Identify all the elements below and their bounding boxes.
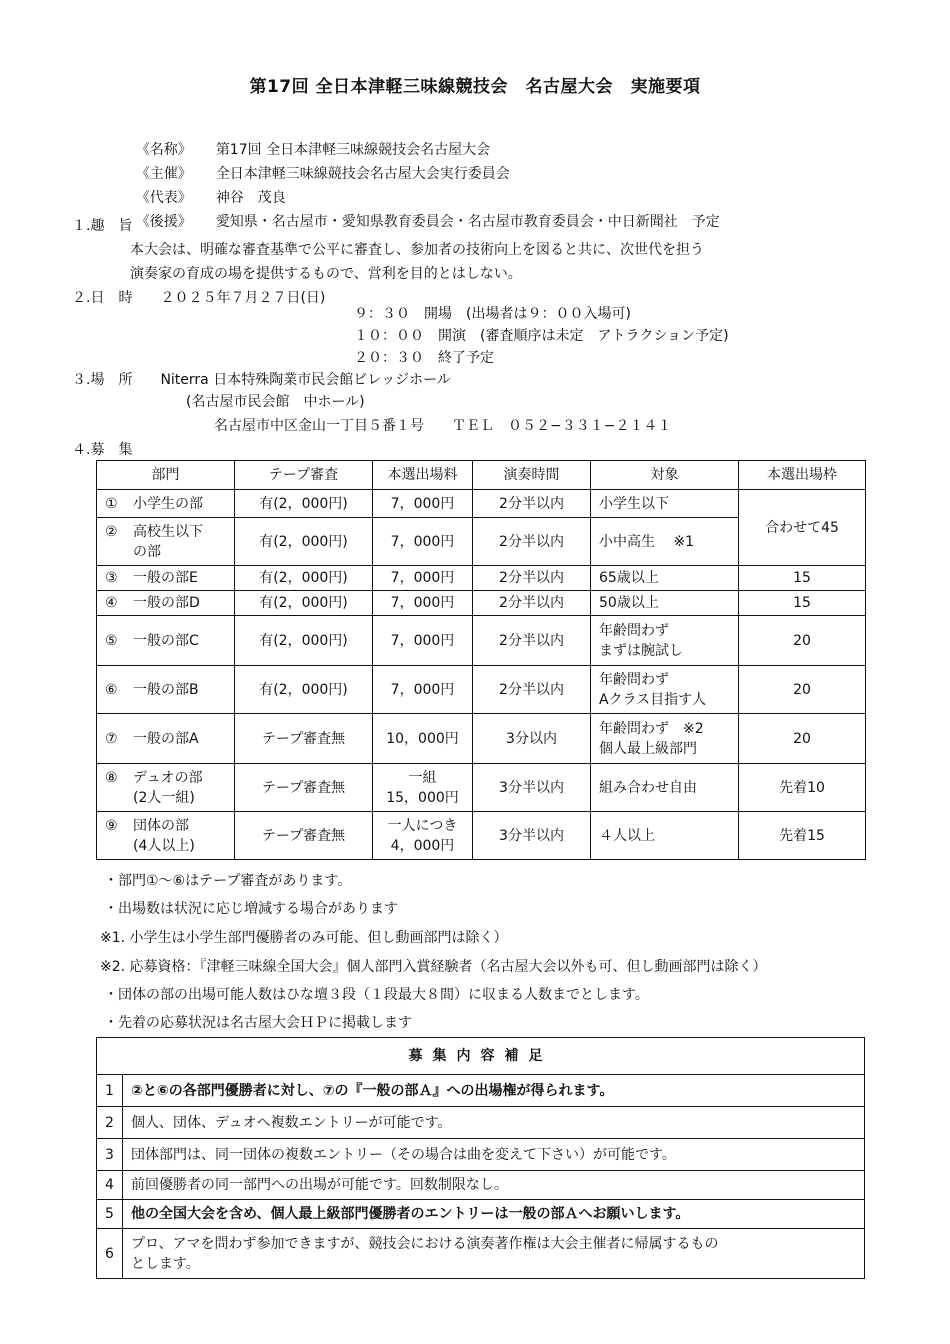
target-line-2: まずは腕試し <box>599 642 683 659</box>
section-name: 一般の部C <box>133 632 199 649</box>
target-line-1: 年齢問わず ※2 <box>599 720 704 737</box>
target-cell: 65歳以上 <box>591 566 739 591</box>
fee-cell <box>373 764 473 812</box>
supplement-number: 5 <box>97 1200 123 1229</box>
fee-cell: 7，000円 <box>373 518 473 566</box>
target-line-1: 年齢問わず <box>599 671 669 688</box>
section-number: ② <box>105 523 118 540</box>
target-cell: 50歳以上 <box>591 591 739 616</box>
supplement-row <box>97 1171 865 1200</box>
section-cell <box>97 666 235 714</box>
target-line-2: Aクラス目指す人 <box>599 691 707 708</box>
section-number: ⑥ <box>105 681 118 698</box>
venue-address: 名古屋市中区金山一丁目５番１号 ＴＥＬ ０５２−３３１−２１４１ <box>214 418 672 434</box>
table-row <box>97 616 866 666</box>
time-cell: 3分以内 <box>473 714 591 764</box>
quota-cell: 15 <box>739 591 866 616</box>
section-name-2: (2人一組) <box>133 789 195 806</box>
purpose-text-1: 本大会は、明確な審査基準で公平に審査し、参加者の技術向上を図ると共に、次世代を担う <box>130 242 704 258</box>
fee-cell: 7，000円 <box>373 666 473 714</box>
supplement-row <box>97 1200 865 1229</box>
tape-cell: 有(2，000円) <box>235 566 373 591</box>
fee-line-1: 一人につき <box>387 817 458 834</box>
time-cell: 2分半以内 <box>473 518 591 566</box>
time-cell: 3分半以内 <box>473 764 591 812</box>
section-number: ⑨ <box>105 817 118 834</box>
section-name: 小学生の部 <box>133 495 203 512</box>
table-row <box>97 591 866 616</box>
supplement-number: 2 <box>97 1107 123 1139</box>
tape-cell: テープ審査無 <box>235 764 373 812</box>
table-header-row <box>97 461 866 490</box>
supplement-number: 1 <box>97 1075 123 1107</box>
fee-cell: 10，000円 <box>373 714 473 764</box>
supplement-text: 個人、団体、デュオへ複数エントリーが可能です。 <box>123 1107 865 1139</box>
supplement-row <box>97 1107 865 1139</box>
section-number: ⑦ <box>105 730 118 747</box>
header-target: 対象 <box>591 461 739 490</box>
header-quota: 本選出場枠 <box>739 461 866 490</box>
table-row <box>97 490 866 518</box>
supplement-number: 3 <box>97 1139 123 1171</box>
supplement-table <box>96 1037 865 1279</box>
supplement-row <box>97 1075 865 1107</box>
quota-cell: 20 <box>739 714 866 764</box>
supplement-text-line-1: プロ、アマを問わず参加できますが、競技会における演奏著作権は大会主催者に帰属するもの <box>131 1235 719 1252</box>
tape-cell: テープ審査無 <box>235 714 373 764</box>
target-line-1: 年齢問わず <box>599 622 669 639</box>
tape-cell: 有(2，000円) <box>235 490 373 518</box>
target-cell: 小中高生 ※1 <box>591 518 739 566</box>
info-value: 全日本津軽三味線競技会名古屋大会実行委員会 <box>215 166 510 182</box>
tape-cell: 有(2，000円) <box>235 666 373 714</box>
note-footnote-2: ※2. 応募資格：『津軽三味線全国大会』個人部門入賞経験者（名古屋大会以外も可、但し動画部門は除く） <box>100 959 767 975</box>
time-cell: 2分半以内 <box>473 566 591 591</box>
date-time-open: ９：３０ 開場 (出場者は９：００入場可) <box>354 306 631 322</box>
section-cell <box>97 616 235 666</box>
date-heading: ２.日 時 ２０２５年７月２７日(日) <box>72 290 326 306</box>
time-cell: 2分半以内 <box>473 616 591 666</box>
section-name: 高校生以下 <box>133 523 203 540</box>
header-section: 部門 <box>97 461 235 490</box>
section-name: 一般の部E <box>133 570 198 586</box>
target-cell: 小学生以下 <box>591 490 739 518</box>
table-row <box>97 666 866 714</box>
note-count-change: ・出場数は状況に応じ増減する場合があります <box>104 901 398 917</box>
quota-cell: 合わせて45 <box>739 490 866 566</box>
supplement-text: 団体部門は、同一団体の複数エントリー（その場合は曲を変えて下さい）が可能です。 <box>123 1139 865 1171</box>
tape-cell: テープ審査無 <box>235 812 373 860</box>
quota-cell: 20 <box>739 616 866 666</box>
target-cell <box>591 616 739 666</box>
tape-cell: 有(2，000円) <box>235 616 373 666</box>
header-fee: 本選出場料 <box>373 461 473 490</box>
supplement-text-line-2: とします。 <box>131 1255 200 1272</box>
target-cell: ４人以上 <box>591 812 739 860</box>
quota-cell: 先着10 <box>739 764 866 812</box>
fee-cell: 7，000円 <box>373 616 473 666</box>
venue-heading: ３.場 所 Niterra 日本特殊陶業市民会館ビレッジホール <box>72 372 451 388</box>
target-cell <box>591 666 739 714</box>
fee-line-1: 一組 <box>408 769 437 786</box>
supplement-text: 前回優勝者の同一部門への出場が可能です。回数制限なし。 <box>123 1171 865 1200</box>
section-number: ⑤ <box>105 632 118 649</box>
info-label: 《代表》 <box>135 190 192 206</box>
info-value: 愛知県・名古屋市・愛知県教育委員会・名古屋市教育委員会・中日新聞社 予定 <box>215 214 720 230</box>
page-title: 第17回 全日本津軽三味線競技会 名古屋大会 実施要項 <box>249 77 701 97</box>
target-line-2: 個人最上級部門 <box>599 740 697 757</box>
recruit-table <box>96 460 866 860</box>
target-cell: 組み合わせ自由 <box>591 764 739 812</box>
table-row <box>97 566 866 591</box>
section-cell <box>97 714 235 764</box>
info-label: 《後援》 <box>135 214 192 230</box>
supplement-row <box>97 1229 865 1279</box>
section-cell <box>97 812 235 860</box>
section-cell <box>97 566 235 591</box>
supplement-header: 募集内容補足 <box>97 1038 865 1075</box>
target-cell <box>591 714 739 764</box>
quota-cell: 先着15 <box>739 812 866 860</box>
fee-line-2: 4，000円 <box>390 837 455 854</box>
date-time-start: １０：００ 開演 (審査順序は未定 アトラクション予定) <box>354 328 729 344</box>
date-time-end: ２０：３０ 終了予定 <box>354 350 494 366</box>
section-name-2: の部 <box>133 543 161 560</box>
fee-cell: 7，000円 <box>373 566 473 591</box>
info-value: 神谷 茂良 <box>215 190 286 206</box>
section-number: ④ <box>105 595 118 611</box>
section-name: 一般の部D <box>133 595 200 611</box>
time-cell: 2分半以内 <box>473 666 591 714</box>
section-number: ③ <box>105 570 118 586</box>
time-cell: 2分半以内 <box>473 591 591 616</box>
supplement-text <box>123 1229 865 1279</box>
section-name: 一般の部B <box>133 681 199 698</box>
note-footnote-1: ※1. 小学生は小学生部門優勝者のみ可能、但し動画部門は除く） <box>100 930 508 946</box>
info-label: 《名称》 <box>135 142 192 158</box>
table-row <box>97 714 866 764</box>
note-tape-review: ・部門①〜⑥はテープ審査があります。 <box>104 873 352 889</box>
supplement-header-row <box>97 1038 865 1075</box>
table-row <box>97 764 866 812</box>
section-cell <box>97 490 235 518</box>
supplement-text: 他の全国大会を含め、個人最上級部門優勝者のエントリーは一般の部Ａへお願いします。 <box>123 1200 865 1229</box>
info-value: 第17回 全日本津軽三味線競技会名古屋大会 <box>215 142 491 158</box>
tape-cell: 有(2，000円) <box>235 591 373 616</box>
section-cell <box>97 764 235 812</box>
purpose-text-2: 演奏家の育成の場を提供するもので、営利を目的とはしない。 <box>130 266 522 282</box>
fee-cell: 7，000円 <box>373 591 473 616</box>
fee-cell: 7，000円 <box>373 490 473 518</box>
fee-cell <box>373 812 473 860</box>
table-row <box>97 812 866 860</box>
time-cell: 3分半以内 <box>473 812 591 860</box>
recruit-heading: ４.募 集 <box>72 442 133 458</box>
section-name-2: (4人以上) <box>133 837 195 854</box>
section-cell <box>97 591 235 616</box>
note-group-limit: ・団体の部の出場可能人数はひな壇３段（１段最大８間）に収まる人数までとします。 <box>104 987 649 1003</box>
section-name: デュオの部 <box>133 769 203 786</box>
quota-cell: 20 <box>739 666 866 714</box>
supplement-number: 4 <box>97 1171 123 1200</box>
note-first-come: ・先着の応募状況は名古屋大会ＨＰに掲載します <box>104 1015 412 1031</box>
section-number: ① <box>105 495 118 512</box>
time-cell: 2分半以内 <box>473 490 591 518</box>
header-time: 演奏時間 <box>473 461 591 490</box>
info-label: 《主催》 <box>135 166 192 182</box>
section-cell <box>97 518 235 566</box>
supplement-text: ②と⑥の各部門優勝者に対し、⑦の『一般の部Ａ』への出場権が得られます。 <box>123 1075 865 1107</box>
section-number: ⑧ <box>105 769 118 786</box>
fee-line-2: 15，000円 <box>386 789 459 806</box>
supplement-row <box>97 1139 865 1171</box>
venue-subname: (名古屋市民会館 中ホール) <box>186 394 365 410</box>
section-name: 団体の部 <box>133 817 189 834</box>
purpose-heading: １.趣 旨 <box>72 218 133 234</box>
quota-cell: 15 <box>739 566 866 591</box>
header-tape: テープ審査 <box>235 461 373 490</box>
tape-cell: 有(2，000円) <box>235 518 373 566</box>
supplement-number: 6 <box>97 1229 123 1279</box>
section-name: 一般の部A <box>133 730 199 747</box>
